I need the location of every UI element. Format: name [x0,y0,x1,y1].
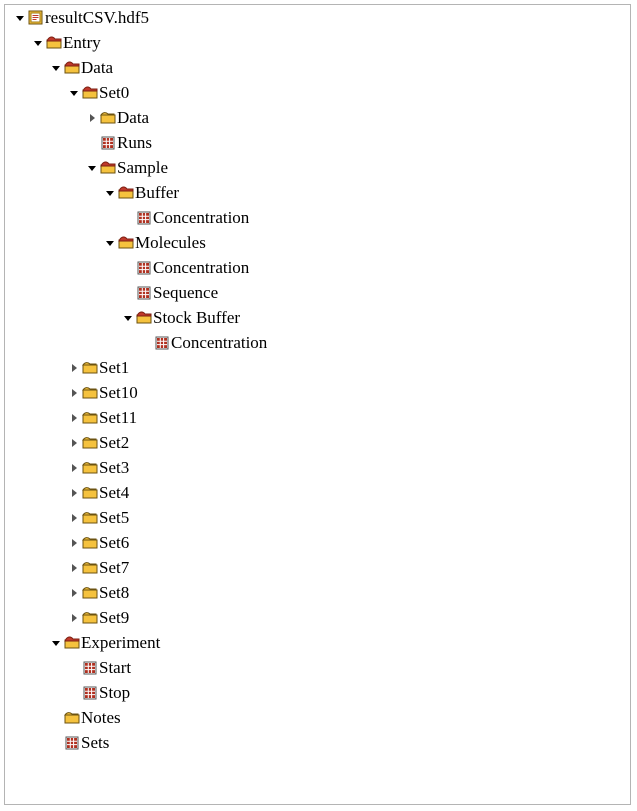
dataset-grid-icon [63,730,80,755]
triangle-down-icon[interactable] [49,630,63,655]
tree-item-label: Sets [81,733,110,752]
triangle-right-icon[interactable] [67,605,81,630]
twisty-placeholder [85,130,99,155]
tree-item[interactable] [5,230,630,255]
hdf5-tree-panel[interactable] [4,4,631,805]
triangle-down-icon[interactable] [13,5,27,30]
twisty-placeholder [121,280,135,305]
group-folder-icon [63,55,80,80]
folder-icon [81,355,98,380]
tree-item-label: Start [99,658,132,677]
twisty-placeholder [139,330,153,355]
twisty-placeholder [121,255,135,280]
dataset-grid-icon [81,655,98,680]
tree-item-label: Notes [81,708,121,727]
tree-item[interactable] [5,480,630,505]
tree-item[interactable] [5,155,630,180]
tree-item[interactable] [5,430,630,455]
tree-item-label: Set11 [99,408,138,427]
group-folder-icon [81,80,98,105]
triangle-down-icon[interactable] [49,55,63,80]
tree-item[interactable] [5,180,630,205]
tree-item[interactable] [5,130,630,155]
tree-item[interactable] [5,680,630,705]
tree-item-label: Concentration [153,208,250,227]
triangle-right-icon[interactable] [67,580,81,605]
tree-item-label: Set8 [99,583,130,602]
folder-icon [81,405,98,430]
group-folder-icon [99,155,116,180]
triangle-right-icon[interactable] [67,530,81,555]
tree-item-label: Set6 [99,533,130,552]
triangle-right-icon[interactable] [67,380,81,405]
triangle-down-icon[interactable] [31,30,45,55]
tree-item-label: Runs [117,133,152,152]
tree-item-label: Sample [117,158,168,177]
folder-icon [81,580,98,605]
tree-item-label: Set3 [99,458,130,477]
group-folder-icon [45,30,62,55]
tree-item-label: Set0 [99,83,130,102]
tree-item-label: Data [81,58,114,77]
group-folder-icon [117,230,134,255]
tree-item[interactable] [5,205,630,230]
tree-item[interactable] [5,630,630,655]
triangle-right-icon[interactable] [67,355,81,380]
folder-icon [81,480,98,505]
triangle-right-icon[interactable] [67,480,81,505]
dataset-grid-icon [135,280,152,305]
tree-item-label: Buffer [135,183,180,202]
twisty-placeholder [67,680,81,705]
tree-item-label: Stock Buffer [153,308,241,327]
folder-icon [81,455,98,480]
dataset-grid-icon [135,255,152,280]
triangle-right-icon[interactable] [67,555,81,580]
triangle-down-icon[interactable] [121,305,135,330]
twisty-placeholder [49,730,63,755]
tree-item[interactable] [5,505,630,530]
tree-item[interactable] [5,80,630,105]
triangle-down-icon[interactable] [103,180,117,205]
tree-item[interactable] [5,355,630,380]
folder-icon [81,505,98,530]
tree-item-label: Set4 [99,483,130,502]
folder-icon [99,105,116,130]
tree-item[interactable] [5,655,630,680]
folder-icon [81,555,98,580]
folder-icon [81,430,98,455]
group-folder-icon [117,180,134,205]
tree-item[interactable] [5,255,630,280]
twisty-placeholder [67,655,81,680]
triangle-right-icon[interactable] [85,105,99,130]
tree-item[interactable] [5,5,630,30]
dataset-grid-icon [153,330,170,355]
tree-item[interactable] [5,705,630,730]
tree-item-label: Entry [63,33,101,52]
tree-item-label: Concentration [171,333,268,352]
tree-item[interactable] [5,605,630,630]
group-folder-icon [135,305,152,330]
folder-icon [81,530,98,555]
dataset-grid-icon [81,680,98,705]
tree-item-label: Set1 [99,358,130,377]
tree-item[interactable] [5,280,630,305]
tree-item-label: Set10 [99,383,138,402]
tree-item-label: Concentration [153,258,250,277]
tree-item-label: Experiment [81,633,161,652]
tree-item[interactable] [5,530,630,555]
tree-item-label: Molecules [135,233,206,252]
triangle-down-icon[interactable] [67,80,81,105]
tree-item[interactable] [5,305,630,330]
triangle-right-icon[interactable] [67,430,81,455]
tree-item[interactable] [5,730,630,755]
folder-icon [63,705,80,730]
tree-item[interactable] [5,405,630,430]
tree-item-label: Set9 [99,608,130,627]
tree-item[interactable] [5,330,630,355]
triangle-down-icon[interactable] [85,155,99,180]
tree-item[interactable] [5,580,630,605]
tree-item-label: Sequence [153,283,219,302]
tree-item[interactable] [5,105,630,130]
triangle-right-icon[interactable] [67,405,81,430]
triangle-right-icon[interactable] [67,455,81,480]
hdf5-file-icon [27,5,44,30]
triangle-down-icon[interactable] [103,230,117,255]
tree-item[interactable] [5,380,630,405]
triangle-right-icon[interactable] [67,505,81,530]
folder-icon [81,605,98,630]
dataset-grid-icon [135,205,152,230]
tree-item[interactable] [5,555,630,580]
twisty-placeholder [121,205,135,230]
tree-item[interactable] [5,30,630,55]
tree-item-label: Set5 [99,508,130,527]
group-folder-icon [63,630,80,655]
tree-item-label: Data [117,108,150,127]
folder-icon [81,380,98,405]
dataset-grid-icon [99,130,116,155]
tree-item-label: Set2 [99,433,130,452]
tree-item-label: resultCSV.hdf5 [45,8,150,27]
tree-item-label: Set7 [99,558,130,577]
tree-item[interactable] [5,455,630,480]
tree-item[interactable] [5,55,630,80]
tree-item-label: Stop [99,683,131,702]
twisty-placeholder [49,705,63,730]
